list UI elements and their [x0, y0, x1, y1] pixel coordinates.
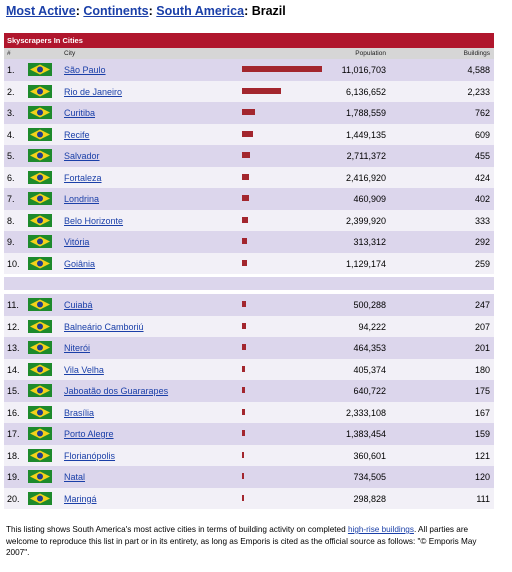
row-population: 1,449,135: [345, 129, 386, 140]
city-link[interactable]: Curitiba: [64, 108, 96, 118]
table-row: [4, 59, 494, 81]
brazil-flag-icon: [28, 406, 52, 419]
row-buildings: 180: [474, 364, 490, 375]
skyscrapers-table: [4, 33, 494, 509]
row-population: 405,374: [353, 364, 386, 375]
buildings-bar: [242, 323, 246, 329]
row-population: 1,129,174: [345, 258, 386, 269]
brazil-flag-icon: [28, 341, 52, 354]
row-population: 2,416,920: [345, 172, 386, 183]
brazil-flag-icon: [28, 214, 52, 227]
row-population: 1,788,559: [345, 108, 386, 118]
row-rank: 15.: [7, 386, 20, 396]
brazil-flag-icon: [28, 106, 52, 119]
row-rank: 10.: [7, 258, 20, 269]
breadcrumb: [6, 4, 286, 18]
row-buildings: 402: [474, 194, 490, 204]
table-row: [4, 380, 494, 402]
row-rank: 16.: [7, 407, 20, 418]
city-link[interactable]: Porto Alegre: [64, 429, 114, 439]
brazil-flag-icon: [28, 149, 52, 162]
row-buildings: 247: [474, 300, 490, 310]
table-row: [4, 488, 494, 510]
row-population: 6,136,652: [345, 86, 386, 97]
row-population: 460,909: [353, 194, 386, 204]
row-rank: 5.: [7, 151, 15, 161]
row-buildings: 111: [476, 493, 490, 504]
city-link[interactable]: Belo Horizonte: [64, 215, 124, 226]
row-buildings: 2,233: [467, 86, 490, 97]
row-population: 734,505: [353, 472, 386, 482]
brazil-flag-icon: [28, 63, 52, 76]
breadcrumb-continents-link[interactable]: Continents: [83, 4, 149, 18]
table-title: Skyscrapers In Cities: [4, 33, 494, 48]
brazil-flag-icon: [28, 492, 52, 505]
brazil-flag-icon: [28, 257, 52, 270]
footer-text-tail: . All parties are welcome to reproduce this list in part or in its entirety, as long as Emporis is cited as the official source as follows: "© Emporis May 2007".: [6, 525, 477, 557]
brazil-flag-icon: [28, 235, 52, 248]
city-link[interactable]: Vitória: [64, 237, 90, 247]
brazil-flag-icon: [28, 171, 52, 184]
breadcrumb-separator: :: [75, 4, 80, 18]
table-row: [4, 124, 494, 146]
buildings-bar: [242, 66, 322, 72]
row-population: 2,333,108: [345, 407, 386, 418]
row-rank: 13.: [7, 343, 20, 353]
table-row: [4, 359, 494, 381]
breadcrumb-separator: :: [244, 4, 249, 18]
city-link[interactable]: Recife: [64, 129, 90, 140]
table-row: [4, 167, 494, 189]
row-population: 464,353: [353, 343, 386, 353]
brazil-flag-icon: [28, 128, 52, 141]
row-rank: 11.: [7, 300, 19, 310]
city-link[interactable]: Natal: [64, 472, 86, 482]
row-buildings: 120: [474, 472, 490, 482]
row-buildings: 424: [474, 172, 490, 183]
row-rank: 14.: [7, 364, 20, 375]
column-header-row: [4, 48, 494, 59]
breadcrumb-most-active-link[interactable]: Most Active: [6, 4, 76, 18]
separator-band: [4, 277, 494, 290]
table-row: [4, 210, 494, 232]
row-rank: 19.: [7, 472, 20, 482]
row-population: 2,399,920: [345, 215, 386, 226]
buildings-bar: [242, 344, 246, 350]
city-link[interactable]: Balneário Camboriú: [64, 321, 144, 332]
row-buildings: 121: [474, 450, 490, 461]
city-link[interactable]: Vila Velha: [64, 364, 104, 375]
city-link[interactable]: Maringá: [64, 493, 97, 504]
city-link[interactable]: Rio de Janeiro: [64, 86, 123, 97]
row-buildings: 4,588: [467, 65, 490, 75]
city-link[interactable]: Fortaleza: [64, 172, 102, 183]
row-rank: 8.: [7, 215, 15, 226]
table-row: [4, 102, 494, 124]
brazil-flag-icon: [28, 470, 52, 483]
table-row: [4, 294, 494, 316]
buildings-bar: [242, 260, 247, 266]
row-buildings: 175: [474, 386, 490, 396]
buildings-bar: [242, 131, 253, 137]
breadcrumb-south-america-link[interactable]: South America: [156, 4, 245, 18]
row-buildings: 259: [474, 258, 490, 269]
table-row: [4, 253, 494, 275]
city-link[interactable]: Goiânia: [64, 258, 96, 269]
buildings-bar: [242, 473, 244, 479]
row-rank: 7.: [7, 194, 15, 204]
buildings-bar: [242, 238, 247, 244]
breadcrumb-separator: :: [148, 4, 153, 18]
brazil-flag-icon: [28, 384, 52, 397]
row-buildings: 159: [474, 429, 490, 439]
buildings-bar: [242, 152, 250, 158]
buildings-bar: [242, 195, 249, 201]
row-rank: 3.: [7, 108, 15, 118]
row-population: 2,711,372: [346, 151, 386, 161]
row-population: 94,222: [358, 321, 386, 332]
city-link[interactable]: Salvador: [64, 151, 100, 161]
breadcrumb-current: Brazil: [251, 4, 286, 18]
column-header-rank: #: [7, 50, 11, 57]
table-body: [4, 59, 494, 509]
brazil-flag-icon: [28, 192, 52, 205]
row-population: 1,383,454: [345, 429, 386, 439]
high-rise-buildings-link[interactable]: high-rise buildings: [347, 525, 414, 534]
brazil-flag-icon: [28, 427, 52, 440]
row-population: 11,016,703: [341, 65, 386, 75]
buildings-bar: [242, 409, 245, 415]
buildings-bar: [242, 217, 248, 223]
table-row: [4, 188, 494, 210]
row-rank: 12.: [7, 321, 20, 332]
table-row: [4, 81, 494, 103]
buildings-bar: [242, 109, 255, 115]
table-row: [4, 445, 494, 467]
city-link[interactable]: Londrina: [64, 194, 100, 204]
row-rank: 2.: [7, 86, 15, 97]
table-row: [4, 337, 494, 359]
table-row: [4, 423, 494, 445]
brazil-flag-icon: [28, 320, 52, 333]
table-row: [4, 466, 494, 488]
row-population: 298,828: [353, 493, 386, 504]
city-link[interactable]: Jaboatão dos Guararapes: [64, 386, 169, 396]
brazil-flag-icon: [28, 363, 52, 376]
column-header-city: City: [64, 50, 76, 57]
buildings-bar: [242, 452, 244, 458]
buildings-bar: [242, 495, 244, 501]
row-rank: 1.: [7, 65, 15, 75]
brazil-flag-icon: [28, 298, 52, 311]
city-link[interactable]: Florianópolis: [64, 450, 116, 461]
row-rank: 9.: [7, 237, 15, 247]
row-population: 360,601: [353, 450, 386, 461]
row-population: 500,288: [353, 300, 386, 310]
row-rank: 4.: [7, 129, 15, 140]
table-row: [4, 316, 494, 338]
column-header-buildings: Buildings: [463, 50, 490, 57]
row-buildings: 455: [474, 151, 490, 161]
footer-note: [6, 524, 484, 559]
row-rank: 6.: [7, 172, 15, 183]
row-population: 313,312: [353, 237, 386, 247]
row-buildings: 167: [474, 407, 490, 418]
city-link[interactable]: Cuiabá: [64, 300, 93, 310]
row-buildings: 292: [474, 237, 490, 247]
table-row: [4, 402, 494, 424]
table-row: [4, 231, 494, 253]
row-rank: 18.: [7, 450, 20, 461]
row-buildings: 762: [474, 108, 490, 118]
row-population: 640,722: [353, 386, 386, 396]
row-rank: 17.: [7, 429, 20, 439]
buildings-bar: [242, 430, 245, 436]
table-separator: [4, 274, 494, 294]
city-link[interactable]: Brasília: [64, 407, 95, 418]
buildings-bar: [242, 88, 281, 94]
table-row: [4, 145, 494, 167]
row-buildings: 609: [474, 129, 490, 140]
row-buildings: 333: [474, 215, 490, 226]
row-buildings: 207: [474, 321, 490, 332]
city-link[interactable]: Niterói: [64, 343, 91, 353]
brazil-flag-icon: [28, 449, 52, 462]
city-link[interactable]: São Paulo: [64, 65, 106, 75]
row-rank: 20.: [7, 493, 20, 504]
column-header-population: Population: [355, 50, 386, 57]
row-buildings: 201: [474, 343, 490, 353]
brazil-flag-icon: [28, 85, 52, 98]
buildings-bar: [242, 174, 249, 180]
footer-text: This listing shows South America's most active cities in terms of building activity on completed: [6, 525, 348, 534]
buildings-bar: [242, 301, 246, 307]
buildings-bar: [242, 366, 245, 372]
buildings-bar: [242, 387, 245, 393]
